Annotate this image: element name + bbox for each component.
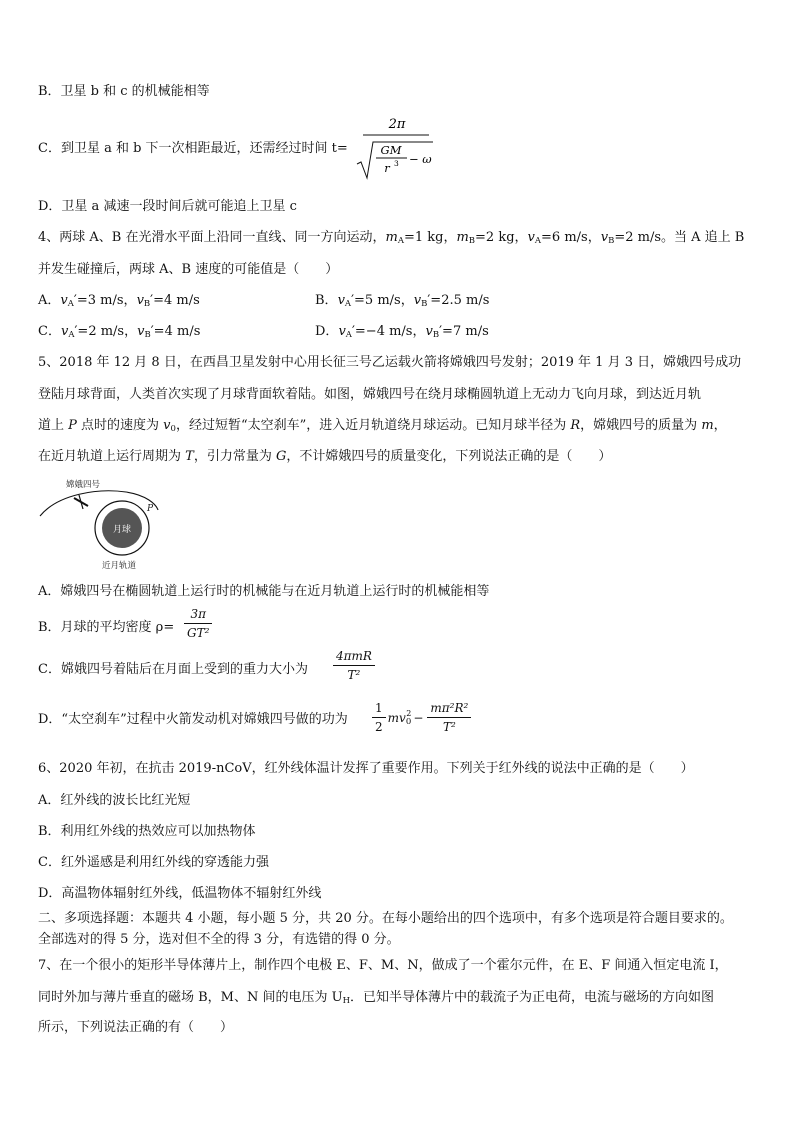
q3-c-inner-num: GM (380, 143, 402, 157)
q5-line3-d: ，嫦娥四号的质量为 (580, 418, 702, 433)
q4-c-vb: 4 m/s (164, 324, 201, 339)
q5-line2-text: 登陆月球背面，人类首次实现了月球背面软着陆。如图，嫦娥四号在绕月球椭圆轨道上无动力飞向月球，到达近月轨 (38, 387, 702, 402)
q3-option-c-formula (341, 114, 441, 182)
q5-line3-c: ，经过短暂“太空刹车”，进入近月轨道绕月球运动。已知月球半径为 (175, 418, 571, 433)
q4-option-c: C．$v_A'=2$ m/s，$v_B'=4$ m/s (38, 324, 201, 340)
q5-d-mid: mv (387, 711, 406, 725)
section2-line1 (38, 910, 733, 927)
q5-c-den: T² (347, 668, 361, 682)
q5-d-f1-den: 2 (375, 720, 383, 734)
q5-d-minus: − (413, 711, 424, 725)
q5-option-d (38, 711, 348, 728)
q6-option-a (38, 792, 190, 809)
moon-label: 月球 (112, 525, 132, 535)
q3-c-minus: − ω (409, 152, 432, 166)
q4-stem-line1: 4、两球 A、B 在光滑水平面上沿同一直线、同一方向运动，$m_A=1$ kg，$m_B=2$ kg，$v_A=6$ m/s，$v_B=2$ m/s。当 A 追上 B (38, 230, 745, 246)
q6-option-d-text: D．高温物体辐射红外线，低温物体不辐射红外线 (38, 886, 322, 901)
q3-c-num: 2π (388, 117, 406, 132)
probe-label: 嫦娥四号 (66, 480, 101, 490)
q4-b-va: 5 m/s (364, 293, 401, 308)
q5-line4-a: 在近月轨道上运行周期为 (38, 449, 186, 464)
q5-line4-b: ，引力常量为 (193, 449, 276, 464)
q3-option-d (38, 198, 297, 215)
q5-c-fraction (333, 648, 375, 683)
q5-line3-a: 道上 (38, 418, 69, 433)
q5-d-formula: $\frac{1}{2}$ $mv_0^2$ − $\frac{\text{mπ²R²}}{\text{T²}}$ (370, 700, 473, 735)
q4-a-va: 3 m/s (87, 293, 124, 308)
q5-b-num: 3π (184, 606, 212, 624)
q4-b-vb: 2.5 m/s (441, 293, 490, 308)
q4-stem-line2 (38, 261, 338, 278)
q4-c-va: 2 m/s (88, 324, 125, 339)
q6-option-c-text: C．红外遥感是利用红外线的穿透能力强 (38, 855, 269, 870)
q4-b-label: B． (315, 293, 338, 308)
q6-stem (38, 760, 694, 777)
q4-option-a: A．$v_A'=3$ m/s，$v_B'=4$ m/s (38, 293, 200, 309)
q6-option-b (38, 823, 256, 840)
q5-option-a (38, 583, 489, 600)
q5-stem-line1 (38, 354, 741, 371)
point-p-label: P (147, 504, 154, 514)
q5-option-c-text: C．嫦娥四号着陆后在月面上受到的重力大小为 (38, 662, 308, 677)
q7-line1-text: 7、在一个很小的矩形半导体薄片上，制作四个电极 E、F、M、N，做成了一个霍尔元件，在 E、F 间通入恒定电流 I， (38, 958, 728, 973)
q6-option-b-text: B．利用红外线的热效应可以加热物体 (38, 824, 256, 839)
q6-option-d (38, 885, 321, 902)
q4-stem-line2-text: 并发生碰撞后，两球 A、B 速度的可能值是（ ） (38, 262, 339, 277)
q7-line3-text: 所示，下列说法正确的有（ ） (38, 1020, 234, 1035)
q5-option-b-text: B．月球的平均密度 ρ= (38, 620, 175, 635)
orbit-label: 近月轨道 (102, 561, 137, 571)
q3-option-c (38, 140, 348, 157)
q5-option-b (38, 619, 174, 636)
q5-line1-text: 5、2018 年 12 月 8 日，在西昌卫星发射中心用长征三号乙运载火箭将嫦娥四号发射；2019 年 1 月 3 日，嫦娥四号成功 (38, 355, 742, 370)
q4-d-va: −4 m/s (365, 324, 413, 339)
section2-line1-text: 二、多项选择题：本题共 4 小题，每小题 5 分，共 20 分。在每小题给出的四个选项中，有多个选项是符合题目要求的。 (38, 911, 733, 926)
q5-d-f2-den: T² (442, 720, 456, 734)
q4-option-b: B．$v_A'=5$ m/s，$v_B'=2.5$ m/s (315, 293, 490, 309)
q4-d-label: D． (315, 324, 339, 339)
q7-line2-sub: H (342, 996, 351, 1006)
q6-option-a-text: A．红外线的波长比红光短 (38, 793, 191, 808)
q5-option-c (38, 661, 308, 678)
q3-option-d-text: D．卫星 a 减速一段时间后就可能追上卫星 c (38, 199, 297, 214)
q5-line3-e: ， (713, 418, 727, 433)
q5-line4-c: ，不计嫦娥四号的质量变化，下列说法正确的是（ ） (286, 449, 612, 464)
q4-option-d: D．$v_A'=-4$ m/s，$v_B'=7$ m/s (315, 324, 489, 340)
q4-d-vb: 7 m/s (452, 324, 489, 339)
q3-option-b-text: B．卫星 b 和 c 的机械能相等 (38, 84, 210, 99)
q7-stem-line1 (38, 957, 728, 974)
q3-c-inner-den: r (384, 161, 390, 175)
q7-line2-end: ．已知半导体薄片中的载流子为正电荷，电流与磁场的方向如图 (350, 990, 715, 1005)
q5-option-d-text: D．“太空刹车”过程中火箭发动机对嫦娥四号做的功为 (38, 712, 348, 727)
q5-b-fraction (184, 606, 212, 641)
q5-d-f1-num: 1 (372, 700, 386, 718)
q5-d-f2-num: mπ²R² (427, 700, 471, 718)
q4-a-label: A． (38, 293, 61, 308)
svg-text:3: 3 (394, 159, 399, 168)
q6-option-c (38, 854, 269, 871)
q7-stem-line2 (38, 989, 714, 1010)
moon-orbit-diagram (38, 476, 168, 572)
q5-stem-line2 (38, 386, 701, 403)
q7-line2-text: 同时外加与薄片垂直的磁场 B，M、N 间的电压为 U (38, 990, 343, 1005)
q5-stem-line4: 在近月轨道上运行周期为 T，引力常量为 G，不计嫦娥四号的质量变化，下列说法正确的是（ ） (38, 449, 612, 464)
q5-c-num: 4πmR (333, 648, 375, 666)
q5-b-den: GT² (187, 626, 210, 640)
q6-stem-text: 6、2020 年初，在抗击 2019-nCoV，红外线体温计发挥了重要作用。下列关于红外线的说法中正确的是（ ） (38, 761, 694, 776)
q4-c-label: C． (38, 324, 61, 339)
probe-icon (74, 495, 88, 509)
q3-option-b (38, 83, 210, 100)
section2-line2 (38, 931, 400, 948)
section2-line2-text: 全部选对的得 5 分，选对但不全的得 3 分，有选错的得 0 分。 (38, 932, 400, 947)
q5-stem-line3: 道上 P 点时的速度为 $v_0$，经过短暂“太空刹车”，进入近月轨道绕月球运动。已知月球半径为 R，嫦娥四号的质量为 m， (38, 418, 727, 434)
q5-option-a-text: A．嫦娥四号在椭圆轨道上运行时的机械能与在近月轨道上运行时的机械能相等 (38, 584, 490, 599)
q4-a-vb: 4 m/s (164, 293, 200, 308)
q5-d-frac1 (372, 700, 386, 735)
q5-line3-b: 点时的速度为 (76, 418, 164, 433)
q5-d-frac2 (427, 700, 471, 735)
q3-option-c-text: C．到卫星 a 和 b 下一次相距最近，还需经过时间 t= (38, 141, 348, 156)
q7-stem-line3 (38, 1019, 233, 1036)
